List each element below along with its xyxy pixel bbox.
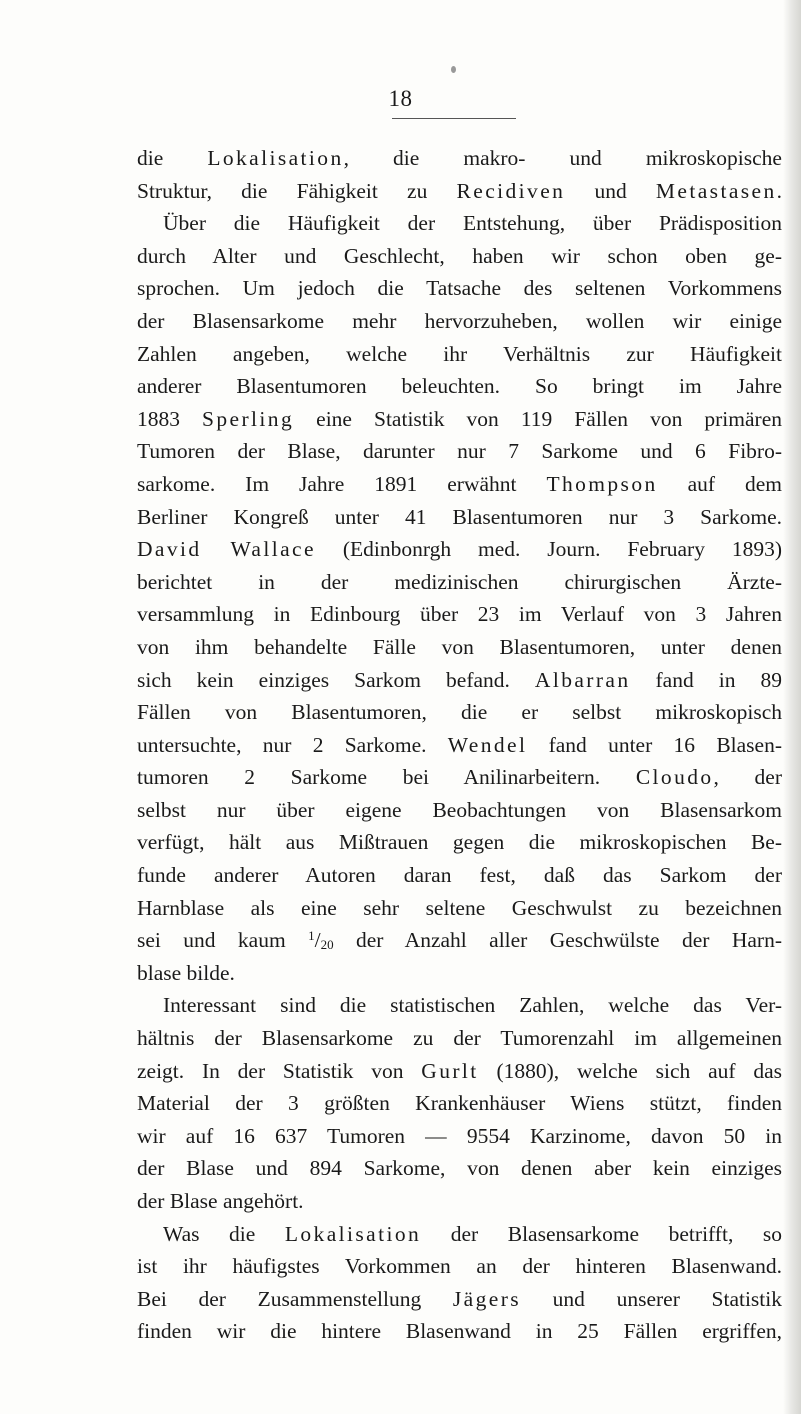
text-line: untersuchte, nur 2 Sarkome. Wendel fand unter 16 Blasen- [137,732,782,757]
text-line: Interessant sind die statistischen Zahlen, welche das Ver- [163,993,782,1018]
text-line: selbst nur über eigene Beobachtungen von Blasensarkom [137,797,782,822]
text-line: der Blase und 894 Sarkome, von denen aber kein einziges [137,1156,782,1181]
text-line: der Blasensarkome mehr hervorzuheben, wollen wir einige [137,308,782,333]
text-line: David Wallace (Edinbonrgh med. Journ. February 1893) [137,537,782,562]
text-line: Zahlen angeben, welche ihr Verhältnis zur Häufigkeit [137,341,782,366]
text-line: tumoren 2 Sarkome bei Anilinarbeitern. Cloudo, der [137,765,782,790]
text-line: Was die Lokalisation der Blasensarkome betrifft, so [163,1221,782,1246]
text-line: ist ihr häufigstes Vorkommen an der hinteren Blasenwand. [137,1254,782,1279]
body-text [137,142,782,1348]
text-line: hältnis der Blasensarkome zu der Tumorenzahl im allgemeinen [137,1026,782,1051]
ink-speck [451,66,456,73]
page-number-rule [392,118,516,119]
text-line: funde anderer Autoren daran fest, daß das Sarkom der [137,863,782,888]
text-line: Struktur, die Fähigkeit zu Recidiven und Metastasen. [137,178,782,203]
page-number: 18 [388,86,413,111]
text-line: Harnblase als eine sehr seltene Geschwulst zu bezeichnen [137,895,782,920]
text-line: die Lokalisation, die makro- und mikroskopische [137,146,782,170]
text-line: verfügt, hält aus Mißtrauen gegen die mikroskopischen Be- [137,830,782,855]
text-line: von ihm behandelte Fälle von Blasentumoren, unter denen [137,634,782,659]
text-line: Berliner Kongreß unter 41 Blasentumoren nur 3 Sarkome. [137,504,782,529]
text-line: 1883 Sperling eine Statistik von 119 Fällen von primären [137,406,782,431]
text-line: anderer Blasentumoren beleuchten. So bringt im Jahre [137,374,782,399]
text-line: zeigt. In der Statistik von Gurlt (1880), welche sich auf das [137,1058,782,1083]
text-line: Bei der Zusammenstellung Jägers und unserer Statistik [137,1286,782,1311]
text-line: sich kein einziges Sarkom befand. Albarran fand in 89 [137,667,782,692]
text-line: Über die Häufigkeit der Entstehung, über Prädisposition [163,211,782,236]
text-line: durch Alter und Geschlecht, haben wir schon oben ge- [137,243,782,268]
text-line: Material der 3 größten Krankenhäuser Wiens stützt, finden [137,1091,782,1116]
text-line: finden wir die hintere Blasenwand in 25 Fällen ergriffen, [137,1319,782,1344]
text-line: Fällen von Blasentumoren, die er selbst mikroskopisch [137,700,782,725]
text-line: der Blase angehört. [137,1189,304,1213]
text-line: sprochen. Um jedoch die Tatsache des seltenen Vorkommens [137,276,782,301]
text-line: berichtet in der medizinischen chirurgischen Ärzte- [137,569,782,594]
text-line: Tumoren der Blase, darunter nur 7 Sarkome und 6 Fibro- [137,439,782,464]
text-line: versammlung in Edinbourg über 23 im Verlauf von 3 Jahren [137,602,782,627]
page-edge-shadow [783,0,801,1414]
text-line: wir auf 16 637 Tumoren — 9554 Karzinome, davon 50 in [137,1123,782,1148]
text-line: sei und kaum $^1/_{20}$ der Anzahl aller Geschwülste der Harn- [137,928,782,953]
text-line: sarkome. Im Jahre 1891 erwähnt Thompson auf dem [137,471,783,496]
text-line: blase bilde. [137,960,235,985]
